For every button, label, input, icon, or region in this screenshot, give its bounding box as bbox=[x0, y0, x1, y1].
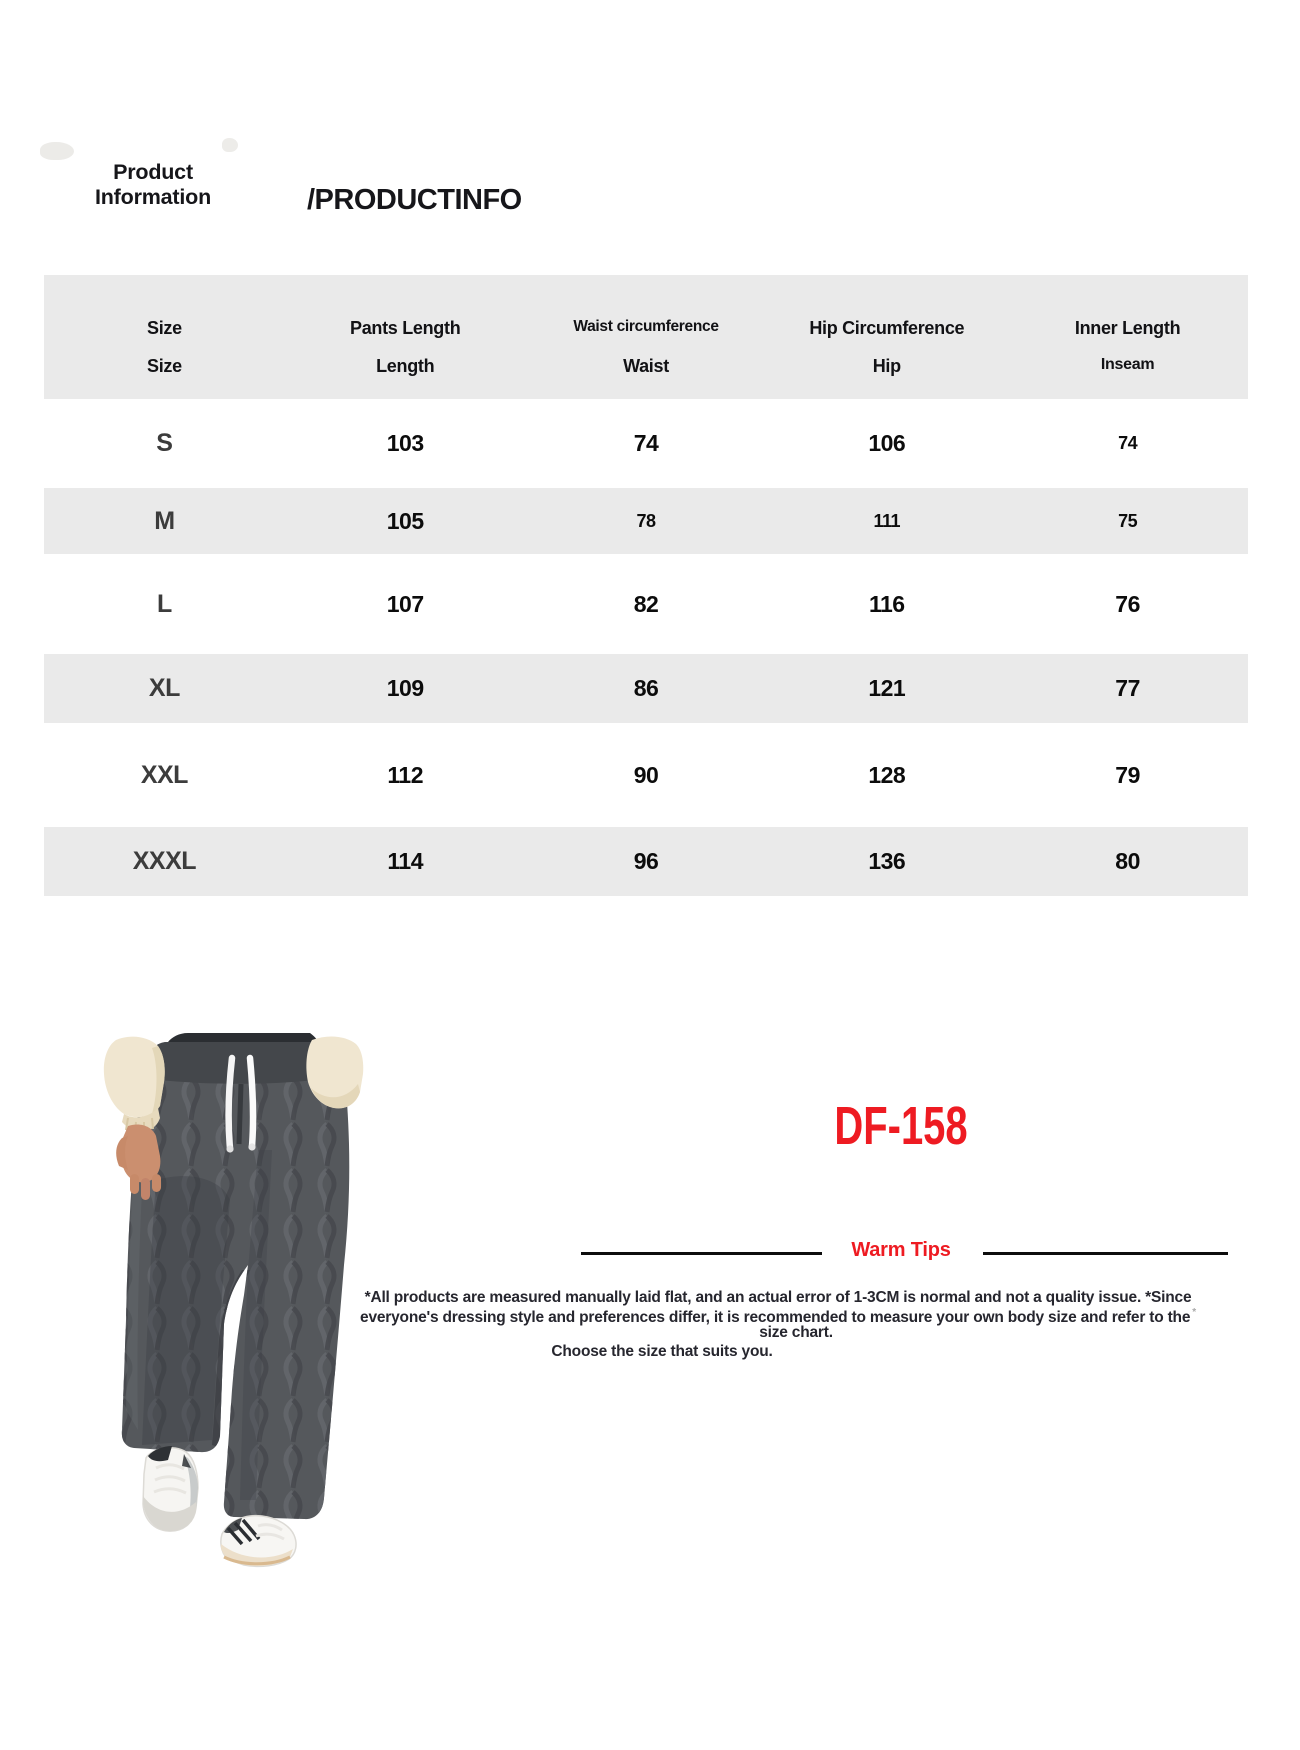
column-subheader-waist: Waist bbox=[623, 356, 669, 376]
value-cell: 77 bbox=[1115, 675, 1140, 701]
size-cell: XXXL bbox=[132, 847, 197, 875]
table-row-xl bbox=[44, 654, 1248, 723]
column-header-hip: Hip Circumference bbox=[809, 318, 965, 338]
value-cell: 116 bbox=[868, 590, 905, 617]
page-title-line2: Information bbox=[94, 185, 212, 209]
column-header-waist: Waist circumference bbox=[573, 318, 719, 335]
table-row-xxl bbox=[44, 723, 1248, 827]
size-cell: XXL bbox=[140, 760, 188, 789]
size-chart-header bbox=[44, 275, 1248, 399]
watermark-smudge-left bbox=[40, 142, 74, 160]
warm-tips-divider-right bbox=[983, 1252, 1228, 1255]
page-title-line1: Product bbox=[113, 160, 193, 184]
value-cell: 107 bbox=[386, 590, 424, 617]
left-shoe bbox=[143, 1446, 198, 1531]
table-row-s bbox=[44, 399, 1248, 488]
value-cell: 79 bbox=[1115, 761, 1140, 788]
value-cell: 75 bbox=[1118, 510, 1138, 531]
table-row-m bbox=[44, 488, 1248, 554]
column-subheader-row bbox=[44, 356, 1248, 377]
page-title bbox=[58, 160, 248, 210]
page-subtitle: /PRODUCTINFO bbox=[307, 184, 522, 216]
footnote-asterisk: * bbox=[1192, 1307, 1196, 1318]
value-cell: 74 bbox=[633, 430, 659, 456]
value-cell: 103 bbox=[386, 430, 424, 456]
column-subheader-length: Length bbox=[376, 356, 435, 376]
product-photo-illustration bbox=[72, 1030, 382, 1580]
table-row-l bbox=[44, 554, 1248, 654]
value-cell: 136 bbox=[868, 848, 906, 874]
column-header-size: Size bbox=[146, 318, 182, 338]
table-row-xxxl bbox=[44, 827, 1248, 896]
warm-tips-text-line3: size chart. bbox=[759, 1324, 833, 1341]
column-subheader-hip: Hip bbox=[872, 356, 901, 376]
size-cell: XL bbox=[148, 674, 180, 702]
value-cell: 78 bbox=[636, 510, 656, 531]
column-subheader-inseam: Inseam bbox=[1100, 356, 1155, 373]
column-subheader-size: Size bbox=[146, 356, 182, 376]
value-cell: 80 bbox=[1115, 848, 1140, 874]
warm-tips-text-line1: *All products are measured manually laid flat, and an actual error of 1-3CM is normal and not a quality issue. *Since bbox=[364, 1289, 1192, 1306]
value-cell: 128 bbox=[868, 761, 906, 788]
warm-tips-text-line2-body: everyone's dressing style and preferences differ, it is recommended to measure your own body size and refer to the bbox=[360, 1309, 1191, 1326]
size-cell: L bbox=[157, 589, 172, 618]
column-header-inner-length: Inner Length bbox=[1074, 318, 1181, 338]
value-cell: 106 bbox=[868, 430, 906, 456]
value-cell: 82 bbox=[633, 590, 659, 617]
watermark-smudge-right bbox=[222, 138, 238, 152]
warm-tips-text-line4: Choose the size that suits you. bbox=[551, 1343, 773, 1360]
model-code: DF-158 bbox=[834, 1096, 968, 1156]
value-cell: 74 bbox=[1118, 433, 1138, 453]
right-shoe bbox=[221, 1516, 296, 1567]
shirt-hem bbox=[168, 1033, 318, 1042]
column-header-pants-length: Pants Length bbox=[349, 318, 461, 338]
value-cell: 96 bbox=[633, 848, 659, 874]
value-cell: 90 bbox=[633, 761, 659, 788]
size-chart-table bbox=[44, 275, 1248, 896]
left-sleeve bbox=[104, 1037, 165, 1133]
value-cell: 111 bbox=[873, 510, 901, 531]
column-header-row bbox=[44, 318, 1248, 339]
value-cell: 112 bbox=[387, 761, 423, 788]
warm-tips-heading: Warm Tips bbox=[851, 1239, 951, 1261]
hand bbox=[116, 1124, 161, 1200]
size-cell: M bbox=[154, 506, 175, 535]
value-cell: 105 bbox=[386, 507, 424, 534]
value-cell: 121 bbox=[868, 675, 906, 701]
warm-tips-divider-left bbox=[581, 1252, 822, 1255]
value-cell: 109 bbox=[386, 675, 424, 701]
value-cell: 114 bbox=[387, 848, 423, 874]
value-cell: 86 bbox=[633, 675, 659, 701]
size-cell: S bbox=[156, 429, 173, 457]
value-cell: 76 bbox=[1115, 590, 1140, 617]
